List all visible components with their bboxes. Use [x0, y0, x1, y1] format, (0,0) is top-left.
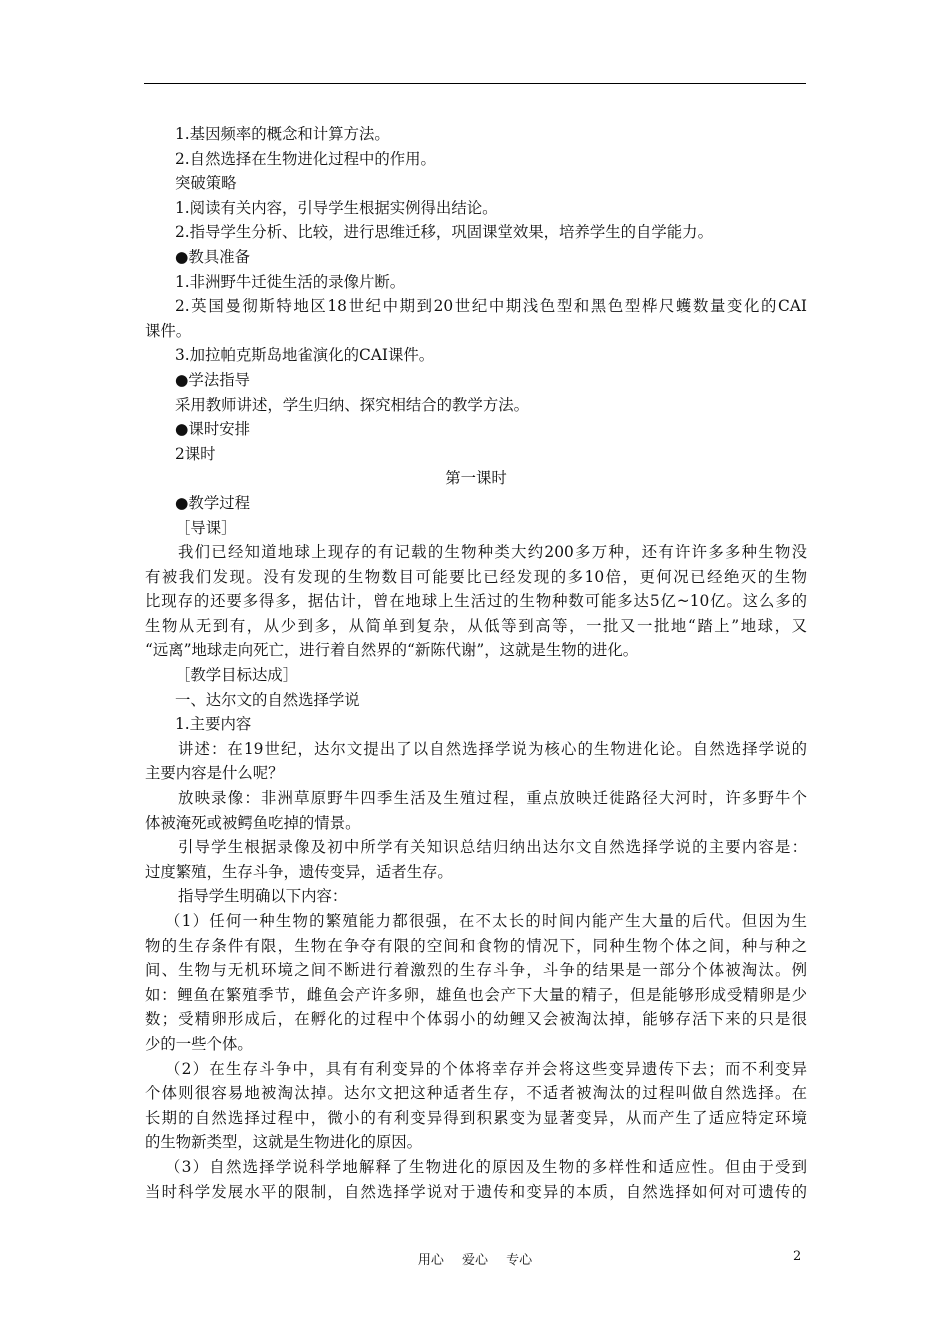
text-line: 2.自然选择在生物进化过程中的作用。: [175, 149, 436, 168]
text-line: 2.英国曼彻斯特地区18世纪中期到20世纪中期浅色型和黑色型桦尺蠖数量变化的CAI: [175, 297, 807, 316]
footer-word: 专心: [506, 1253, 533, 1268]
text-line: 数；受精卵形成后，在孵化的过程中个体弱小的幼鲤又会被淘汰掉，能够存活下来的只是很: [145, 1010, 807, 1029]
text-line: （2）在生存斗争中，具有有利变异的个体将幸存并会将这些变异遗传下去；而不利变异: [165, 1059, 807, 1078]
text-line: “远离”地球走向死亡，进行着自然界的“新陈代谢”，这就是生物的进化。: [145, 641, 639, 660]
text-line: 有被我们发现。没有发现的生物数目可能要比已经发现的多10倍，更何况已经绝灭的生物: [145, 567, 807, 586]
text-line: 1.阅读有关内容，引导学生根据实例得出结论。: [175, 198, 498, 217]
text-line: 放映录像：非洲草原野牛四季生活及生殖过程，重点放映迁徙路径大河时，许多野牛个: [178, 789, 807, 808]
text-line: 2.指导学生分析、比较，进行思维迁移，巩固课堂效果，培养学生的自学能力。: [175, 223, 713, 242]
subsection-heading: ［导课］: [175, 518, 237, 537]
text-line: 1.基因频率的概念和计算方法。: [175, 125, 390, 143]
page-number: 2: [793, 1249, 802, 1264]
section-heading: ●教学过程: [175, 493, 250, 512]
subsection-heading: ［教学目标达成］: [175, 666, 299, 685]
text-line: 引导学生根据录像及初中所学有关知识总结归纳出达尔文自然选择学说的主要内容是：: [178, 838, 807, 857]
text-line: 比现存的还要多得多，据估计，曾在地球上生活过的生物种数可能多达5亿~10亿。这么多的: [145, 592, 807, 611]
text-line: 当时科学发展水平的限制，自然选择学说对于遗传和变异的本质，自然选择如何对可遗传的: [145, 1182, 807, 1201]
text-line: 体被淹死或被鳄鱼吃掉的情景。: [145, 813, 361, 832]
footer-motto: [0, 1249, 950, 1268]
text-line: 我们已经知道地球上现存的有记载的生物种类大约200多万种，还有许许多多种生物没: [178, 543, 807, 562]
section-heading: ●课时安排: [175, 420, 250, 439]
text-line: 长期的自然选择过程中，微小的有利变异得到积累变为显著变异，从而产生了适应特定环境: [145, 1108, 807, 1127]
text-line: （1）任何一种生物的繁殖能力都很强，在不太长的时间内能产生大量的后代。但因为生: [165, 912, 807, 930]
text-line: 1.非洲野牛迁徙生活的录像片断。: [175, 272, 406, 291]
text-line: 课件。: [145, 321, 192, 340]
text-line: 物的生存条件有限，生物在争夺有限的空间和食物的情况下，同种生物个体之间，种与种之: [145, 936, 807, 955]
header-rule: [144, 83, 806, 84]
section-heading: ●学法指导: [175, 370, 250, 389]
text-line: 个体则很容易地被淘汰掉。达尔文把这种适者生存，不适者被淘汰的过程叫做自然选择。在: [145, 1084, 807, 1103]
text-line: 少的一些个体。: [145, 1034, 253, 1053]
section-heading: 突破策略: [175, 174, 237, 193]
text-line: 的生物新类型，这就是生物进化的原因。: [145, 1133, 423, 1152]
lesson-title: 第一课时: [445, 469, 507, 488]
section-heading: 一、达尔文的自然选择学说: [175, 690, 360, 709]
footer-word: 爱心: [461, 1253, 488, 1268]
text-line: 采用教师讲述，学生归纳、探究相结合的教学方法。: [175, 395, 529, 414]
text-line: 指导学生明确以下内容：: [178, 887, 348, 906]
text-line: 主要内容是什么呢？: [145, 764, 284, 783]
text-line: 2课时: [175, 444, 216, 463]
text-line: 如：鲤鱼在繁殖季节，雌鱼会产许多卵，雄鱼也会产下大量的精子，但是能够形成受精卵是少: [145, 985, 807, 1004]
text-line: 讲述：在19世纪，达尔文提出了以自然选择学说为核心的生物进化论。自然选择学说的: [178, 739, 807, 758]
section-heading: ●教具准备: [175, 247, 250, 266]
text-line: 间、生物与无机环境之间不断进行着激烈的生存斗争，斗争的结果是一部分个体被淘汰。例: [145, 961, 807, 980]
footer-word: 用心: [417, 1253, 444, 1268]
document-body: [145, 122, 807, 1204]
text-line: （3）自然选择学说科学地解释了生物进化的原因及生物的多样性和适应性。但由于受到: [165, 1157, 807, 1176]
text-line: 3.加拉帕克斯岛地雀演化的CAI课件。: [175, 346, 435, 365]
text-line: 过度繁殖，生存斗争，遗传变异，适者生存。: [145, 862, 453, 881]
text-line: 1.主要内容: [175, 715, 252, 734]
text-line: 生物从无到有，从少到多，从简单到复杂，从低等到高等，一批又一批地“踏上”地球，又: [145, 616, 807, 635]
